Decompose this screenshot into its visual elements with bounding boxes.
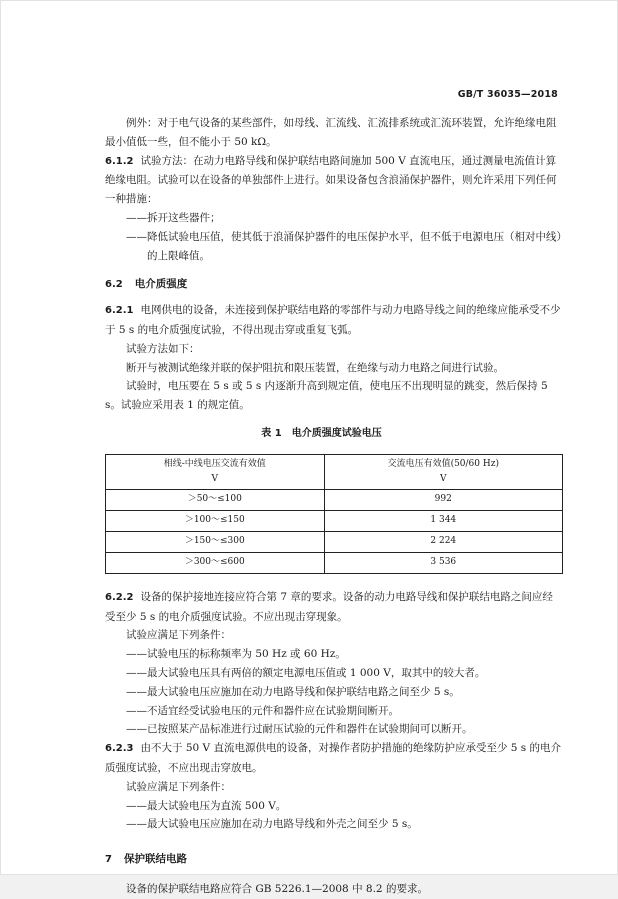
voltage-range-cell: ＞300～≤600 [106, 552, 325, 573]
table-row [106, 531, 563, 552]
column-header-title: 交流电压有效值(50/60 Hz) [387, 458, 499, 469]
table-row [106, 552, 563, 573]
list-item: ——最大试验电压应施加在动力电路导线和保护联结电路之间至少 5 s。 [126, 685, 460, 698]
page-content [105, 114, 563, 899]
column-unit: V [211, 473, 219, 484]
clause-number: 6.1.2 [105, 155, 134, 167]
clause-number: 6.2.1 [105, 305, 134, 317]
test-voltage-cell: 2 224 [324, 531, 562, 552]
voltage-range-cell: ＞150～≤300 [106, 531, 325, 552]
method-paragraph: 断开与被测试绝缘并联的保护阻抗和限压装置，在绝缘与动力电路之间进行试验。 [126, 361, 504, 374]
list-item: ——不适宜经受试验电压的元件和器件应在试验期间断开。 [126, 704, 399, 717]
test-voltage-cell: 3 536 [324, 552, 562, 573]
list-item: ——最大试验电压具有两倍的额定电源电压值或 1 000 V，取其中的较大者。 [126, 666, 486, 679]
list-item: ——已按照某产品标准进行过耐压试验的元件和器件在试验期间可以断开。 [126, 723, 473, 736]
clause-6-1-2 [105, 152, 563, 209]
list-item: ——试验电压的标称频率为 50 Hz 或 60 Hz。 [126, 648, 346, 661]
section-title: 电介质强度 [134, 278, 188, 291]
clause-text: 电网供电的设备，未连接到保护联结电路的零部件与动力电路导线之间的绝缘应能承受不少于 5 s 的电介质强度试验，不得出现击穿或重复飞弧。 [105, 304, 561, 336]
table-row [106, 489, 563, 510]
table-row [106, 510, 563, 531]
voltage-range-cell: ＞100～≤150 [106, 510, 325, 531]
list-item: ——最大试验电压应施加在动力电路导线和外壳之间至少 5 s。 [126, 818, 418, 831]
table-caption: 表 1 电介质强度试验电压 [261, 427, 382, 439]
column-header [324, 454, 562, 489]
method-label: 试验方法如下： [126, 342, 200, 355]
clause-number: 6.2.3 [105, 743, 134, 755]
clause-text: 试验方法：在动力电路导线和保护联结电路间施加 500 V 直流电压，通过测量电流值计算绝缘电阻。试验可以在设备的单独部件上进行。如果设备包含浪涌保护器件，则允许采用下列任何一种措施： [105, 154, 557, 206]
section-number: 7 [105, 854, 112, 866]
clause-number: 6.2.2 [105, 591, 134, 603]
standard-number-header: GB/T 36035—2018 [457, 89, 558, 100]
section-number: 6.2 [105, 279, 123, 291]
test-voltage-cell: 1 344 [324, 510, 562, 531]
exception-paragraph: 例外：对于电气设备的某些部件，如母线、汇流线、汇流排系统或汇流环装置，允许绝缘电阻最小值低一些，但不能小于 50 kΩ。 [105, 117, 557, 148]
section-7-paragraph: 设备的保护联结电路应符合 GB 5226.1—2008 中 8.2 的要求。 [126, 882, 428, 895]
test-voltage-cell: 992 [324, 489, 562, 510]
list-item: ——最大试验电压为直流 500 V。 [126, 799, 287, 812]
section-title: 保护联结电路 [123, 853, 187, 866]
section-heading-7 [105, 850, 563, 870]
column-header-title: 相线-中线电压交流有效值 [163, 458, 266, 469]
condition-label: 试验应满足下列条件： [126, 629, 231, 642]
clause-6-2-1 [105, 301, 563, 340]
list-item: ——降低试验电压值，使其低于浪涌保护器件的电压保护水平，但不低于电源电压（相对中线）的上限峰值。 [126, 230, 562, 262]
condition-label: 试验应满足下列条件： [126, 780, 231, 793]
clause-6-2-3 [105, 739, 563, 778]
clause-text: 由不大于 50 V 直流电源供电的设备，对操作者防护措施的绝缘防护应承受至少 5 s 的电介质强度试验，不应出现击穿放电。 [105, 742, 562, 774]
clause-text: 设备的保护接地连接应符合第 7 章的要求。设备的动力电路导线和保护联结电路之间应经受至少 5 s 的电介质强度试验。不应出现击穿现象。 [105, 590, 553, 623]
table-header-row [106, 454, 563, 489]
column-unit: V [440, 473, 447, 484]
dielectric-test-voltage-table [105, 454, 563, 574]
list-item: ——拆开这些器件； [126, 211, 221, 224]
clause-6-2-2 [105, 588, 563, 627]
method-paragraph: 试验时，电压要在 5 s 或 5 s 内逐渐升高到规定值，使电压不出现明显的跳变，然后保持 5 s。试验应采用表 1 的规定值。 [105, 380, 548, 412]
voltage-range-cell: ＞50～≤100 [106, 489, 325, 510]
section-heading-6-2 [105, 275, 563, 295]
column-header [106, 454, 325, 489]
